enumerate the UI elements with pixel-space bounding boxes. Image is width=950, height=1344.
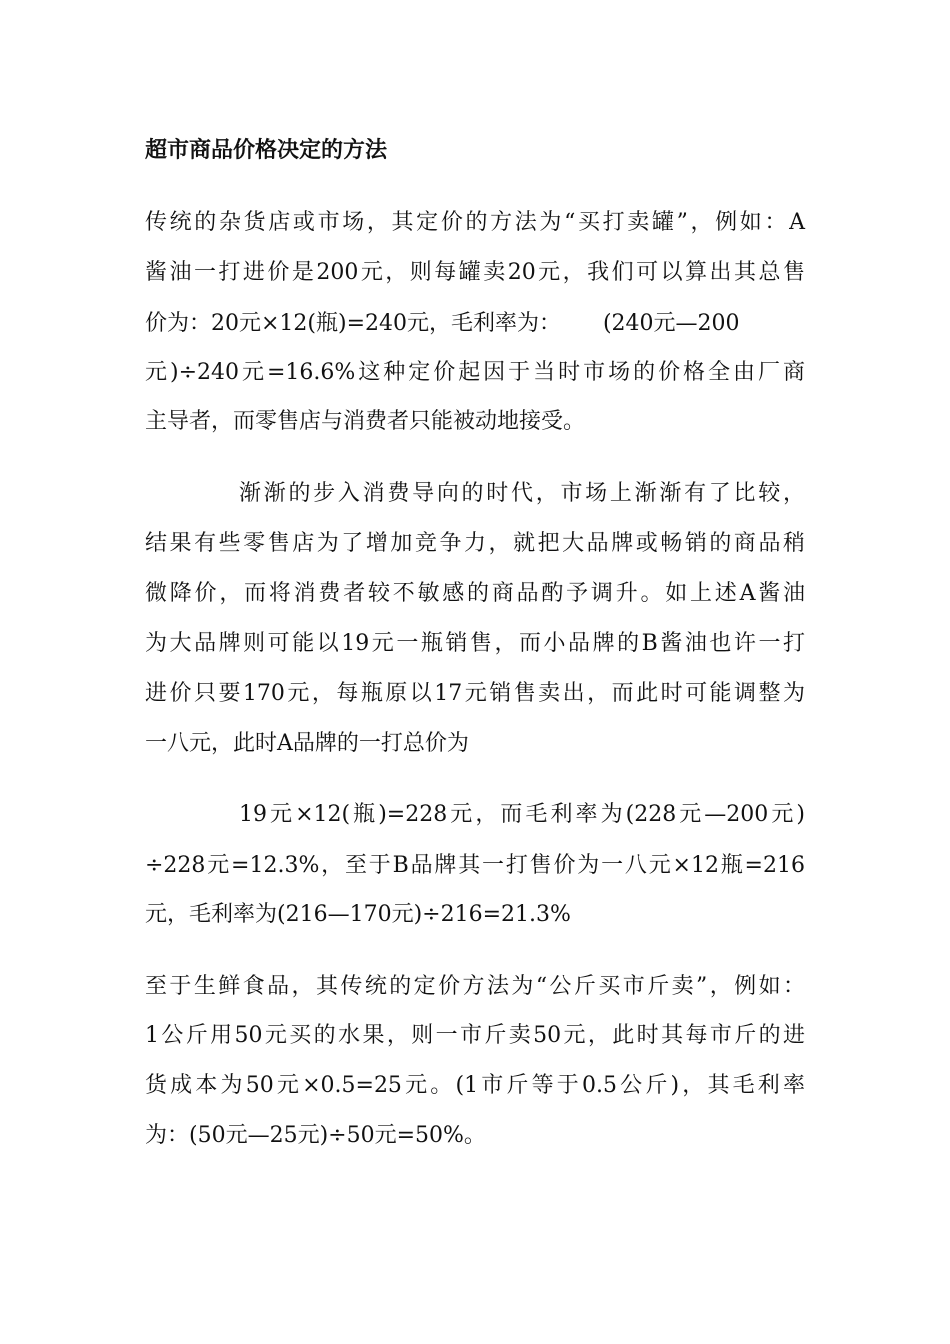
paragraph-line: ÷228元=12.3%，至于B品牌其一打售价为一八元×12瓶=216 <box>145 853 805 878</box>
paragraph-line: 结果有些零售店为了增加竞争力，就把大品牌或畅销的商品稍 <box>145 531 805 556</box>
document-title: 超市商品价格决定的方法 <box>145 138 388 163</box>
paragraph-line: 进价只要170元，每瓶原以17元销售卖出，而此时可能调整为 <box>145 681 805 706</box>
paragraph-line: 货成本为50元×0.5=25元。(1市斤等于0.5公斤)，其毛利率 <box>145 1073 805 1098</box>
paragraph-line: 一八元，此时A品牌的一打总价为 <box>145 731 469 756</box>
paragraph-line: 酱油一打进价是200元，则每罐卖20元，我们可以算出其总售 <box>145 260 805 285</box>
paragraph-line: 为：(50元—25元)÷50元=50%。 <box>145 1123 486 1148</box>
paragraph-line: 渐渐的步入消费导向的时代，市场上渐渐有了比较， <box>239 481 805 506</box>
paragraph-line: 传统的杂货店或市场，其定价的方法为“买打卖罐”，例如：A <box>145 210 805 235</box>
paragraph-line: 至于生鲜食品，其传统的定价方法为“公斤买市斤卖”，例如： <box>145 974 805 999</box>
paragraph-line: 价为：20元×12(瓶)=240元，毛利率为： (240元—200 <box>145 311 740 336</box>
paragraph-line: 元，毛利率为(216—170元)÷216=21.3% <box>145 902 571 927</box>
paragraph-line: 19元×12(瓶)=228元，而毛利率为(228元—200元) <box>239 802 805 827</box>
paragraph-line: 微降价，而将消费者较不敏感的商品酌予调升。如上述A酱油 <box>145 581 805 606</box>
paragraph-line: 为大品牌则可能以19元一瓶销售，而小品牌的B酱油也许一打 <box>145 631 805 656</box>
paragraph-line: 主导者，而零售店与消费者只能被动地接受。 <box>145 409 586 434</box>
paragraph-line: 1公斤用50元买的水果，则一市斤卖50元，此时其每市斤的进 <box>145 1023 805 1048</box>
paragraph-line: 元)÷240元=16.6%这种定价起因于当时市场的价格全由厂商 <box>145 360 805 385</box>
